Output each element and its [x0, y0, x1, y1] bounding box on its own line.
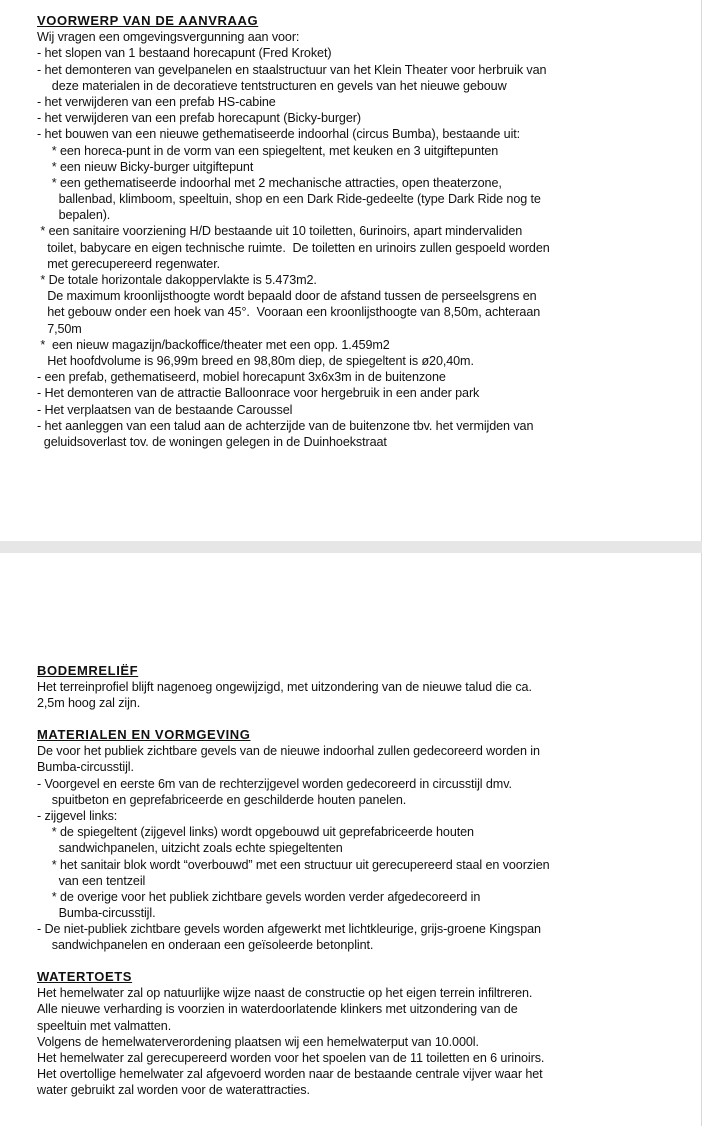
text-line: - het slopen van 1 bestaand horecapunt (Fred Kroket) — [37, 46, 332, 61]
section-heading: BODEMRELIËF — [37, 663, 139, 678]
text-line: - zijgevel links: — [37, 808, 118, 823]
text-line: De maximum kroonlijsthoogte wordt bepaald door de afstand tussen de perseelsgrens en — [37, 289, 537, 304]
text-line: - De niet-publiek zichtbare gevels worden afgewerkt met lichtkleurige, grijs-groene Kingspan — [37, 922, 541, 937]
text-line: spuitbeton en geprefabriceerde en geschilderde houten panelen. — [45, 792, 407, 807]
text-line: - een prefab, gethematiseerd, mobiel horecapunt 3x6x3m in de buitenzone — [37, 370, 446, 385]
text-line: Alle nieuwe verharding is voorzien in waterdoorlatende klinkers met uitzondering van de — [37, 1002, 518, 1017]
text-line: 2,5m hoog zal zijn. — [37, 696, 141, 711]
text-line: 7,50m — [37, 321, 82, 336]
text-line: - het verwijderen van een prefab HS-cabine — [37, 94, 276, 109]
text-line: * een sanitaire voorziening H/D bestaande uit 10 toiletten, 6urinoirs, apart mindervaliden — [37, 224, 523, 239]
text-line: * een horeca-punt in de vorm van een spiegeltent, met keuken en 3 uitgiftepunten — [45, 143, 499, 158]
text-line: Volgens de hemelwaterverordening plaatsen wij een hemelwaterput van 10.000l. — [37, 1034, 479, 1049]
page-separator — [0, 541, 702, 553]
text-line: De voor het publiek zichtbare gevels van de nieuwe indoorhal zullen gedecoreerd worden in — [37, 744, 540, 759]
text-line: - het verwijderen van een prefab horecapunt (Bicky-burger) — [37, 111, 361, 126]
text-line: sandwichpanelen en onderaan een geïsoleerde betonplint. — [45, 938, 374, 953]
text-line: Het overtollige hemelwater zal afgevoerd worden naar de bestaande centrale vijver waar het — [37, 1067, 543, 1082]
text-line: toilet, babycare en eigen technische ruimte. De toiletten en urinoirs zullen gespoeld worden — [37, 240, 550, 255]
text-line: * De totale horizontale dakoppervlakte is 5.473m2. — [37, 273, 317, 287]
section-voorwerp — [37, 13, 617, 450]
text-line: Wij vragen een omgevingsvergunning aan voor: — [37, 30, 300, 45]
text-line: - het bouwen van een nieuwe gethematiseerde indoorhal (circus Bumba), bestaande uit: — [37, 127, 521, 142]
text-line: - het demonteren van gevelpanelen en staalstructuur van het Klein Theater voor herbruik van — [37, 62, 547, 77]
section-watertoets — [37, 969, 617, 1099]
text-line: het gebouw onder een hoek van 45°. Vooraan een kroonlijsthoogte van 8,50m, achteraan — [37, 305, 541, 320]
text-line: Het hoofdvolume is 96,99m breed en 98,80m diep, de spiegeltent is ø20,40m. — [37, 353, 474, 368]
text-line: * een nieuw magazijn/backoffice/theater met een opp. 1.459m2 — [37, 337, 390, 352]
text-line: Het hemelwater zal gerecupereerd worden voor het spoelen van de 11 toiletten en 6 urinoirs. — [37, 1050, 545, 1065]
text-line: * het sanitair blok wordt “overbouwd” met een structuur uit gerecupereerd staal en voorzien — [45, 857, 550, 872]
text-line: - Het demonteren van de attractie Balloonrace voor hergebruik in een ander park — [37, 386, 480, 401]
text-line: * de spiegeltent (zijgevel links) wordt opgebouwd uit geprefabriceerde houten — [45, 825, 474, 840]
text-line: * een nieuw Bicky-burger uitgiftepunt — [45, 159, 254, 174]
text-line: - Voorgevel en eerste 6m van de rechterzijgevel worden gedecoreerd in circusstijl dmv. — [37, 776, 512, 791]
text-line: speeltuin met valmatten. — [37, 1018, 172, 1033]
document-page-2 — [0, 553, 702, 1126]
text-line: sandwichpanelen, uitzicht zoals echte spiegeltenten — [45, 841, 343, 856]
section-heading: MATERIALEN EN VORMGEVING — [37, 727, 251, 742]
text-line: * een gethematiseerde indoorhal met 2 mechanische attracties, open theaterzone, — [45, 175, 502, 190]
section-materialen — [37, 727, 617, 954]
section-heading: VOORWERP VAN DE AANVRAAG — [37, 13, 259, 28]
text-line: * de overige voor het publiek zichtbare gevels worden verder afgedecoreerd in — [45, 889, 481, 904]
text-line: geluidsoverlast tov. de woningen gelegen in de Duinhoekstraat — [37, 434, 387, 449]
text-line: bepalen). — [45, 208, 111, 223]
text-line: Het hemelwater zal op natuurlijke wijze naast de constructie op het eigen terrein infiltreren. — [37, 986, 533, 1001]
text-line: Bumba-circusstijl. — [45, 906, 156, 921]
text-line: - het aanleggen van een talud aan de achterzijde van de buitenzone tbv. het vermijden van — [37, 418, 534, 433]
text-line: water gebruikt zal worden voor de waterattracties. — [37, 1083, 310, 1098]
text-line: deze materialen in de decoratieve tentstructuren en gevels van het nieuwe gebouw — [45, 78, 507, 93]
section-heading: WATERTOETS — [37, 969, 133, 984]
text-line: ballenbad, klimboom, speeltuin, shop en een Dark Ride-gedeelte (type Dark Ride nog te — [45, 192, 541, 207]
text-line: van een tentzeil — [45, 873, 146, 888]
text-line: met gerecupereerd regenwater. — [37, 256, 221, 271]
document-page-1 — [0, 0, 702, 541]
text-line: Het terreinprofiel blijft nagenoeg ongewijzigd, met uitzondering van de nieuwe talud die ca. — [37, 680, 532, 695]
text-line: - Het verplaatsen van de bestaande Caroussel — [37, 402, 293, 417]
text-line: Bumba-circusstijl. — [37, 760, 134, 775]
section-bodemrelief — [37, 663, 617, 712]
